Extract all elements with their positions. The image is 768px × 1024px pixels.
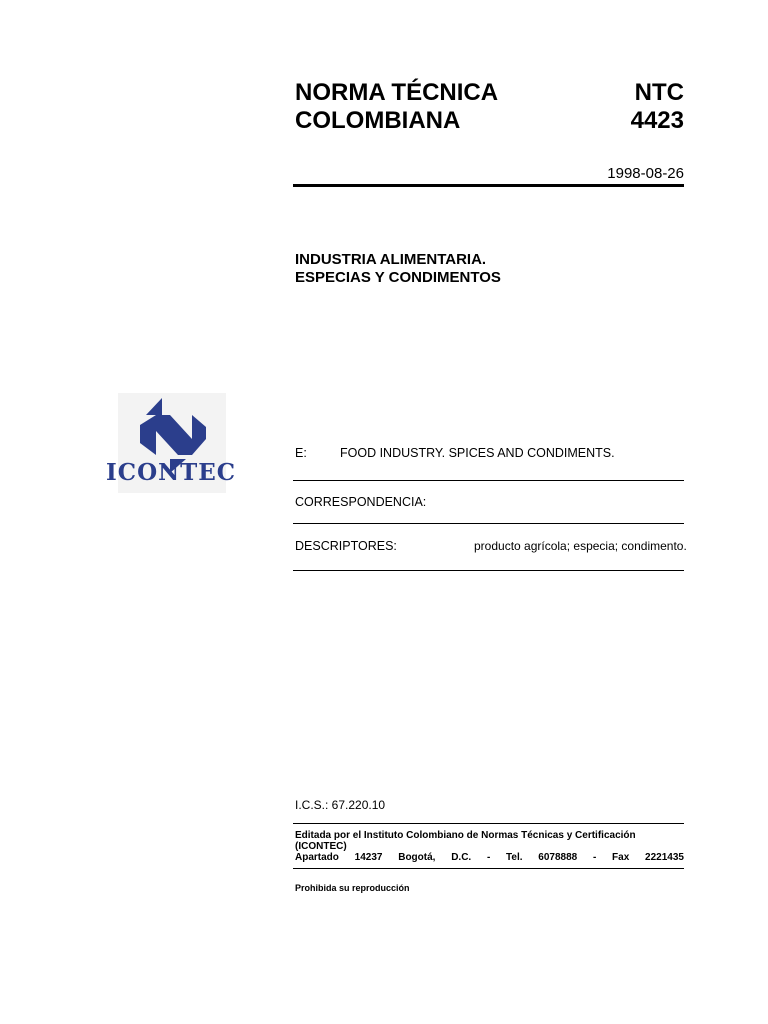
fax-label: Fax xyxy=(612,852,630,863)
document-title xyxy=(295,79,498,135)
subject-line-2: ESPECIAS Y CONDIMENTOS xyxy=(295,269,501,286)
header-divider xyxy=(293,184,684,187)
correspondence-label: CORRESPONDENCIA: xyxy=(295,495,427,509)
apartado-label: Apartado xyxy=(295,852,339,863)
title-line-1: NORMA TÉCNICA xyxy=(295,79,499,106)
subject-line-1: INDUSTRIA ALIMENTARIA. xyxy=(295,251,487,268)
document-subject xyxy=(295,251,501,287)
tel-label: Tel. xyxy=(506,852,523,863)
apartado-number: 14237 xyxy=(354,852,383,863)
separator: - xyxy=(592,852,597,863)
reproduction-notice: Prohibida su reproducción xyxy=(295,883,410,893)
ics-code: I.C.S.: 67.220.10 xyxy=(295,798,386,812)
standard-code xyxy=(560,79,684,135)
divider xyxy=(293,868,684,869)
separator: - xyxy=(486,852,491,863)
divider xyxy=(293,523,684,524)
fax-number: 2221435 xyxy=(645,852,684,863)
publisher-info xyxy=(295,830,684,863)
descriptors-label: DESCRIPTORES: xyxy=(295,539,397,553)
publication-date: 1998-08-26 xyxy=(607,165,684,182)
publisher-line: Editada por el Instituto Colombiano de Normas Técnicas y Certificación (ICONTEC) xyxy=(295,830,636,852)
logo-text: ICONTEC xyxy=(106,459,237,486)
divider xyxy=(293,480,684,481)
english-title: FOOD INDUSTRY. SPICES AND CONDIMENTS. xyxy=(340,446,615,460)
contact-line xyxy=(295,852,684,863)
code-label: NTC xyxy=(634,79,684,106)
divider xyxy=(293,570,684,571)
divider xyxy=(293,823,684,824)
title-line-2: COLOMBIANA xyxy=(295,107,461,134)
descriptors-value: producto agrícola; especia; condimento. xyxy=(474,539,687,553)
code-number: 4423 xyxy=(630,107,684,134)
tel-number: 6078888 xyxy=(538,852,578,863)
city: Bogotá, xyxy=(398,852,436,863)
english-label: E: xyxy=(295,446,307,460)
district: D.C. xyxy=(451,852,472,863)
